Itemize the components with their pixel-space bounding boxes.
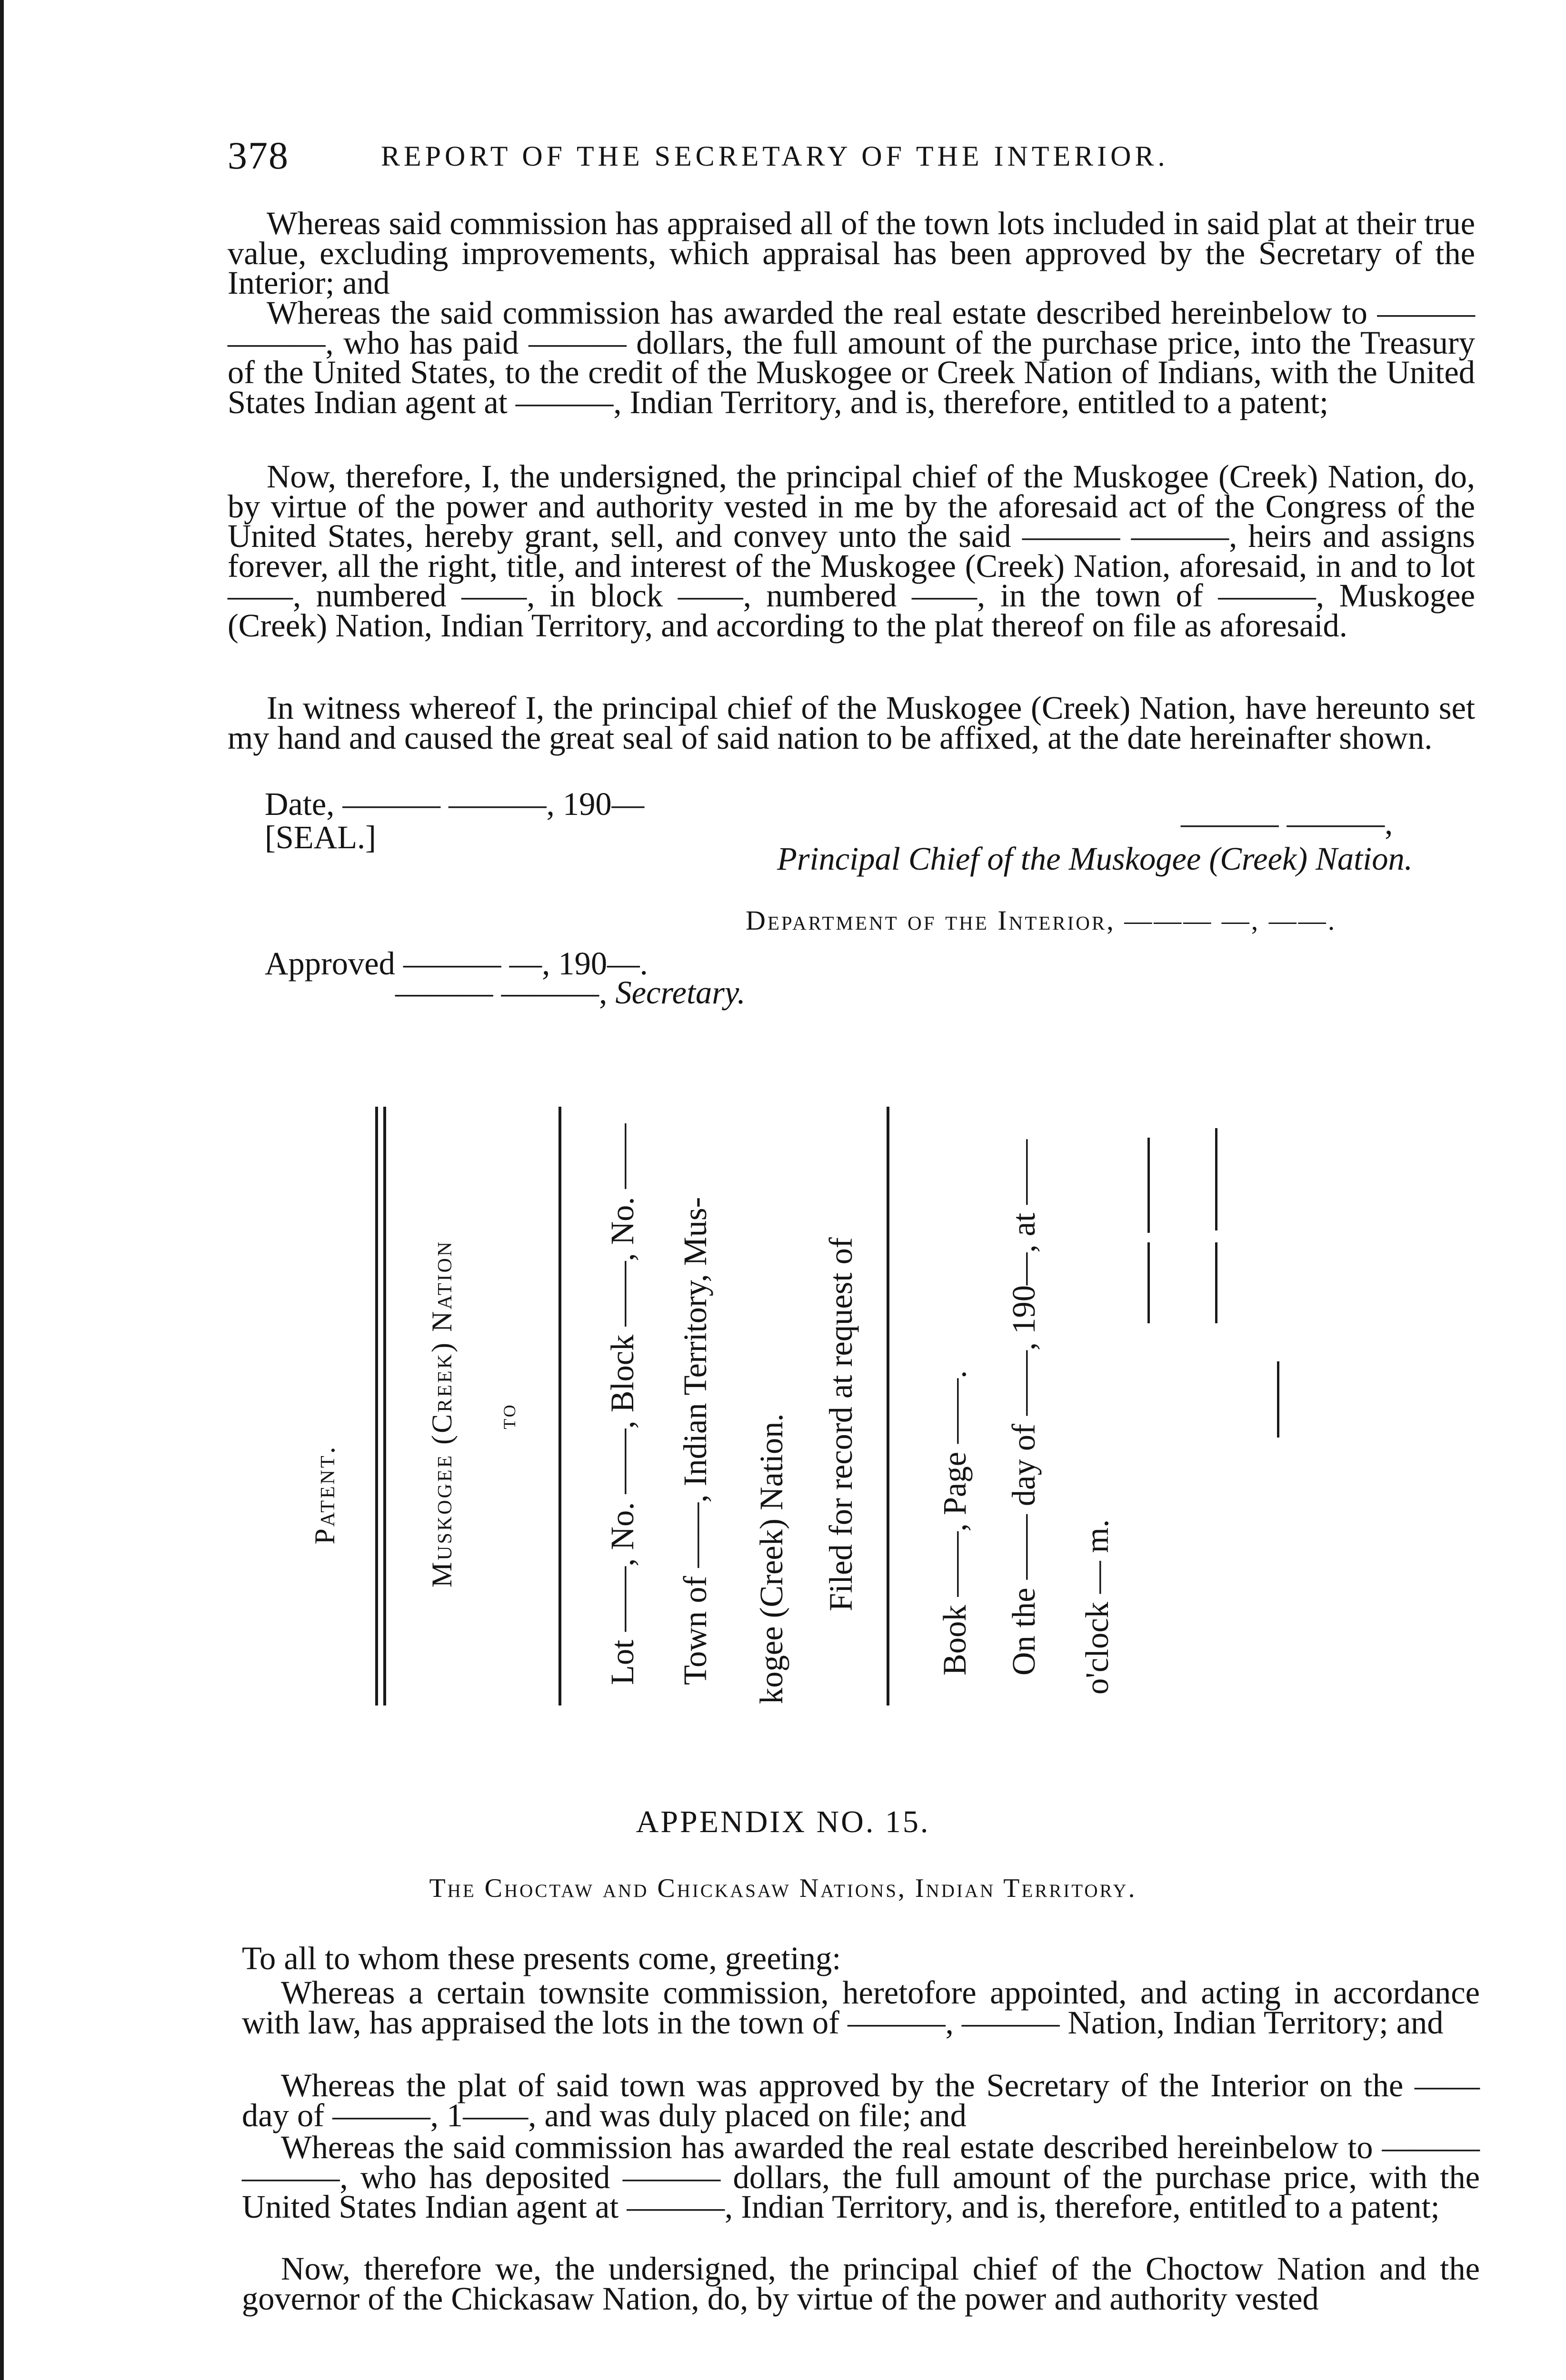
scan-edge-left xyxy=(0,0,4,2380)
endorsement-lot: Lot ——, No. ——, Block ——, No. —— xyxy=(604,1123,640,1685)
secretary-blank: ——— ———, xyxy=(395,974,616,1011)
paragraph-witness: In witness whereof I, the principal chief of the Muskogee (Creek) Nation, have hereunto set my hand and caused the great seal of said nation to be affixed, at the date hereinafter shown. xyxy=(228,690,1475,756)
seal-mark: [SEAL.] xyxy=(265,819,376,855)
appendix-title: APPENDIX NO. 15. xyxy=(636,1805,930,1839)
secretary-title: Secretary. xyxy=(615,974,746,1011)
rule-2 xyxy=(383,1107,386,1706)
appendix-paragraph-therefore: Now, therefore we, the undersigned, the principal chief of the Choctow Nation and the governor of the Chickasaw Nation, do, by virtue of the power and authority vested xyxy=(242,2251,1480,2317)
endorsement-book: Book ——, Page ——. xyxy=(937,1370,973,1676)
appendix-paragraph-commission: Whereas a certain townsite commission, heretofore appointed, and acting in accordance with law, has appraised the lots in the town of ———, ——— Nation, Indian Territory; and xyxy=(242,1974,1480,2041)
department-line: Department of the Interior, ——— —, ——. xyxy=(746,905,1337,936)
endorsement-on-the: On the —— day of ——, 190—, at —— xyxy=(1006,1139,1042,1676)
rule-3 xyxy=(559,1107,561,1706)
signature-title: Principal Chief of the Muskogee (Creek) Nation. xyxy=(777,841,1413,877)
signature-blank: ——— ———, xyxy=(1181,805,1393,841)
endorsement-filed: Filed for record at request of xyxy=(823,1237,859,1611)
paragraph-appraisal: Whereas said commission has appraised all of the town lots included in said plat at their true value, excluding improvements, which appraisal has been approved by the Secretary of the Interior; and xyxy=(228,205,1475,301)
date-line: Date, ——— ———, 190— xyxy=(265,786,645,822)
endorsement-town: Town of ——, Indian Territory, Mus- xyxy=(677,1197,713,1685)
rule-4 xyxy=(887,1107,889,1706)
endorsement-oclock: o'clock — m. xyxy=(1079,1519,1115,1695)
page-header xyxy=(0,133,1566,181)
paragraph-award: Whereas the said commission has awarded the real estate described hereinbelow to ——— ———, who has paid ——— dollars, the full amount of the purchase price, into the Treasury of the United States, to the credit of the Muskogee or Creek Nation of Indians, with the United States Indian agent at ———, Indian Territory, and is, therefore, entitled to a patent; xyxy=(228,295,1475,420)
mark-2 xyxy=(1147,1242,1150,1323)
secretary-line xyxy=(395,974,746,1012)
mark-4 xyxy=(1215,1242,1217,1323)
appendix-subtitle: The Choctaw and Chickasaw Nations, Indian Territory. xyxy=(429,1874,1137,1903)
endorsement-to: to xyxy=(494,1403,521,1429)
endorsement-patent: Patent. xyxy=(309,1445,340,1545)
mark-5 xyxy=(1277,1361,1279,1438)
greeting: To all to whom these presents come, greeting: xyxy=(242,1940,841,1976)
appendix-paragraph-award: Whereas the said commission has awarded the real estate described hereinbelow to ——— ———, who has deposited ——— dollars, the full amount of the purchase price, with the United States Indian agent at ———, Indian Territory, and is, therefore, entitled to a patent; xyxy=(242,2129,1480,2225)
approved-line: Approved ——— —, 190—. xyxy=(265,945,648,982)
mark-3 xyxy=(1215,1128,1217,1230)
endorsement-kogee: kogee (Creek) Nation. xyxy=(753,1413,789,1704)
rule-1 xyxy=(375,1107,378,1706)
mark-1 xyxy=(1147,1138,1150,1233)
appendix-paragraph-plat: Whereas the plat of said town was approved by the Secretary of the Interior on the —— day of ———, 1——, and was duly placed on file; and xyxy=(242,2067,1480,2133)
endorsement-nation: Muskogee (Creek) Nation xyxy=(426,1240,458,1588)
paragraph-grant: Now, therefore, I, the undersigned, the principal chief of the Muskogee (Creek) Nation, do, by virtue of the power and authority vested in me by the aforesaid act of the Congress of the United States, hereby grant, sell, and convey unto the said ——— ———, heirs and assigns forever, all the right, title, and interest of the Muskogee (Creek) Nation, aforesaid, in and to lot ——, numbered ——, in block ——, numbered ——, in the town of ———, Muskogee (Creek) Nation, Indian Territory, and according to the plat thereof on file as aforesaid. xyxy=(228,458,1475,644)
page-number: 378 xyxy=(228,134,289,177)
running-head: REPORT OF THE SECRETARY OF THE INTERIOR. xyxy=(381,140,1169,172)
